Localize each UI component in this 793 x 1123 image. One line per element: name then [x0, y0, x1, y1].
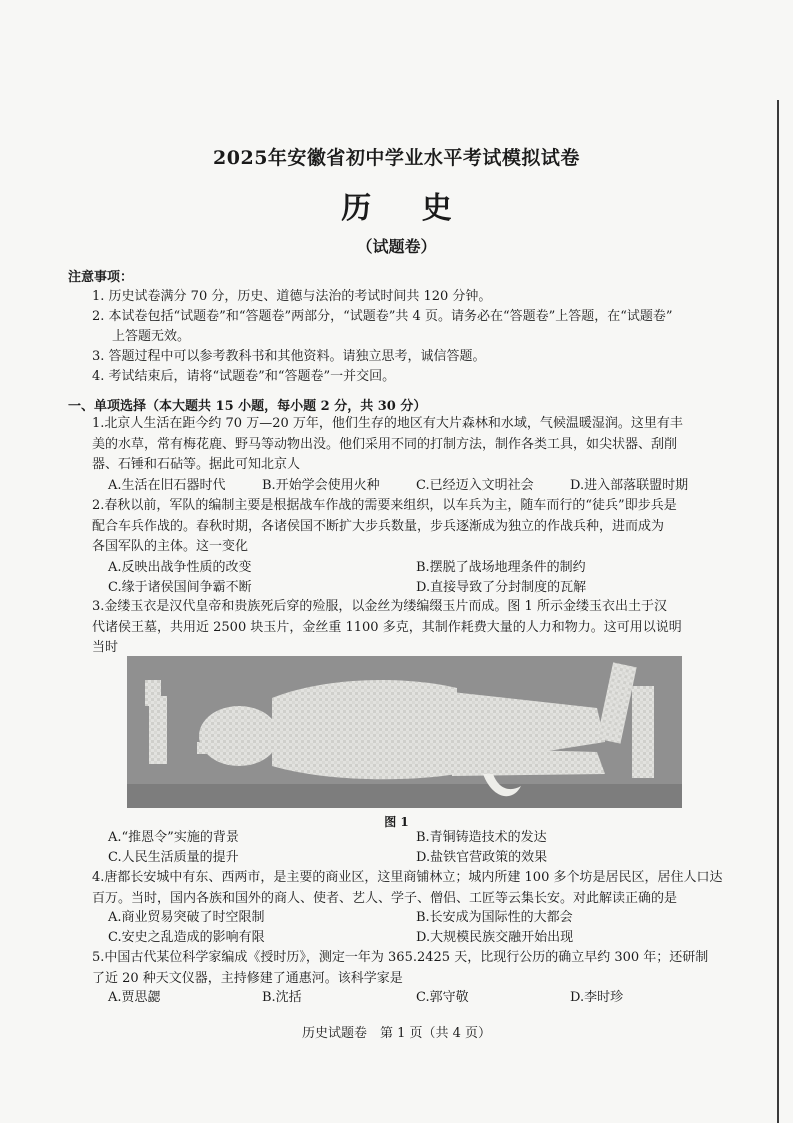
stem-line: 1.北京人生活在距今约 70 万—20 万年，他们生存的地区有大片森林和水域，气候温暖湿润。这里有丰: [92, 416, 683, 431]
option-b[interactable]: B.沈括: [262, 990, 302, 1005]
option-d[interactable]: D.盐铁官营政策的效果: [416, 850, 548, 865]
option-a[interactable]: A.“推恩令”实施的背景: [108, 830, 239, 845]
option-a[interactable]: A.生活在旧石器时代: [108, 478, 226, 493]
option-b[interactable]: B.开始学会使用火种: [262, 478, 380, 493]
option-c[interactable]: C.安史之乱造成的影响有限: [108, 930, 265, 945]
notice-item: 1. 历史试卷满分 70 分，历史、道德与法治的考试时间共 120 分钟。: [92, 289, 492, 304]
notice-item: 2. 本试卷包括“试题卷”和“答题卷”两部分，“试题卷”共 4 页。请务必在“答题卷”上答题，在“试题卷”: [92, 309, 673, 324]
stem-line: 配合车兵作战的。春秋时期，各诸侯国不断扩大步兵数量，步兵逐渐成为独立的作战兵种，进而成为: [92, 518, 665, 534]
question-5-stem: [92, 948, 742, 989]
option-b[interactable]: B.摆脱了战场地理条件的制约: [416, 560, 586, 575]
option-b[interactable]: B.青铜铸造技术的发达: [416, 830, 547, 845]
exam-subject: 历 史: [341, 191, 452, 226]
option-c[interactable]: C.缘于诸侯国间争霸不断: [108, 580, 252, 595]
option-a[interactable]: A.反映出战争性质的改变: [108, 560, 252, 575]
option-c[interactable]: C.人民生活质量的提升: [108, 850, 239, 865]
paper-type: （试题卷）: [356, 237, 437, 256]
notice-heading: 注意事项：: [68, 270, 134, 285]
option-d[interactable]: D.直接导致了分封制度的瓦解: [416, 580, 587, 595]
notice-item: 4. 考试结束后，请将“试题卷”和“答题卷”一并交回。: [92, 369, 396, 384]
figure-1-caption: 图 1: [384, 815, 409, 829]
question-1-stem: [92, 414, 742, 476]
jade-suit-illustration: [127, 656, 682, 808]
stem-line: 当时: [92, 640, 119, 656]
stem-line: 3.金缕玉衣是汉代皇帝和贵族死后穿的殓服，以金丝为缕编缀玉片而成。图 1 所示金缕玉衣出土于汉: [92, 599, 667, 614]
option-a[interactable]: A.商业贸易突破了时空限制: [108, 910, 265, 925]
stem-line: 了近 20 种天文仪器，主持修建了通惠河。该科学家是: [92, 970, 403, 986]
option-c[interactable]: C.郭守敬: [416, 990, 469, 1005]
option-d[interactable]: D.大规模民族交融开始出现: [416, 930, 574, 945]
notice-item: 上答题无效。: [112, 329, 191, 344]
stem-line: 4.唐都长安城中有东、西两市，是主要的商业区，这里商铺林立；城内所建 100 多个坊是居民区，居住人口达: [92, 870, 723, 885]
stem-line: 各国军队的主体。这一变化: [92, 539, 249, 555]
figure-1-jade-burial-suit-photo: [127, 656, 682, 808]
stem-line: 百万。当时，国内各族和国外的商人、使者、艺人、学子、僧侣、工匠等云集长安。对此解读正确的是: [92, 890, 678, 906]
stem-line: 器、石锤和石砧等。据此可知北京人: [92, 457, 301, 473]
option-b[interactable]: B.长安成为国际性的大都会: [416, 910, 573, 925]
question-4-stem: [92, 868, 742, 909]
stem-line: 2.春秋以前，军队的编制主要是根据战车作战的需要来组织，以车兵为主，随车而行的“徒兵”即步兵是: [92, 498, 677, 513]
question-2-stem: [92, 496, 742, 558]
section-heading: 一、单项选择（本大题共 15 小题，每小题 2 分，共 30 分）: [68, 399, 427, 414]
stem-line: 5.中国古代某位科学家编成《授时历》，测定一年为 365.2425 天，比现行公历的确立早约 300 年；还研制: [92, 950, 709, 965]
option-d[interactable]: D.李时珍: [570, 990, 624, 1005]
question-3-stem: [92, 597, 742, 659]
option-c[interactable]: C.已经迈入文明社会: [416, 478, 534, 493]
stem-line: 美的水草，常有梅花鹿、野马等动物出没。他们采用不同的打制方法，制作各类工具，如尖状器、刮削: [92, 436, 678, 452]
exam-title: 2025年安徽省初中学业水平考试模拟试卷: [213, 147, 580, 169]
stem-line: 代诸侯王墓，共用近 2500 块玉片，金丝重 1100 多克，其制作耗费大量的人力和物力。这可用以说明: [92, 619, 682, 635]
option-d[interactable]: D.进入部落联盟时期: [570, 478, 689, 493]
option-a[interactable]: A.贾思勰: [108, 990, 161, 1005]
page-footer: 历史试题卷 第 1 页（共 4 页）: [301, 1026, 492, 1041]
notice-item: 3. 答题过程中可以参考教科书和其他资料。请独立思考，诚信答题。: [92, 349, 486, 364]
